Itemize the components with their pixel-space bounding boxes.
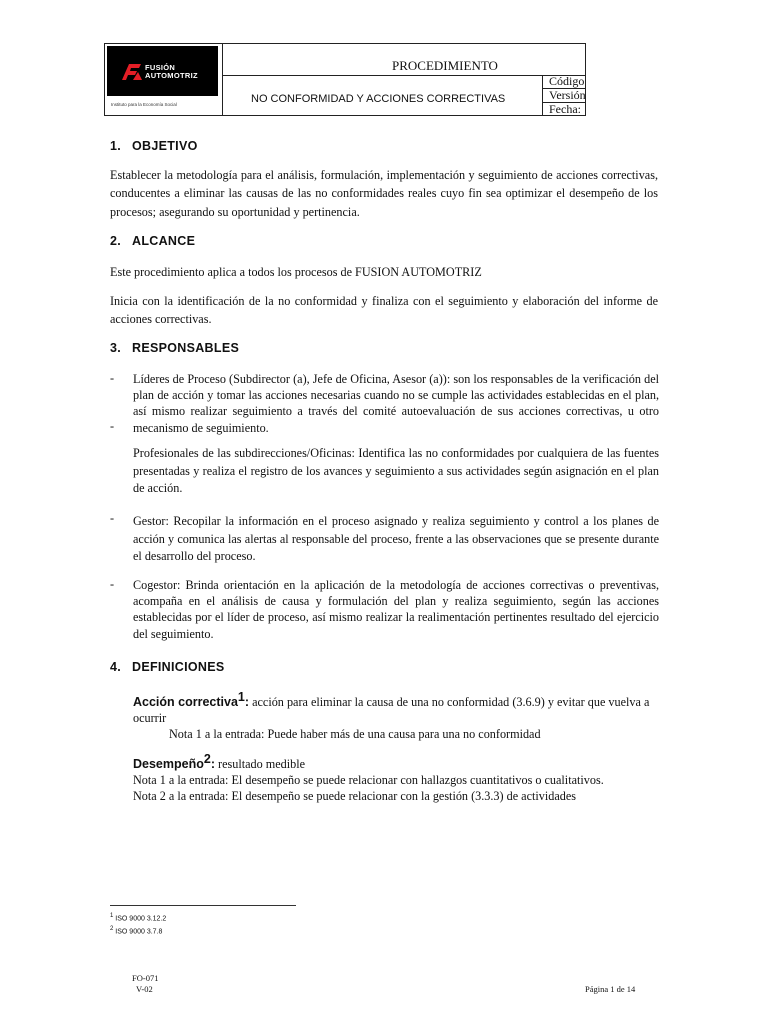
objetivo-text: Establecer la metodología para el análisis, formulación, implementación y seguimiento de acciones correctivas, conducentes a eliminar las causas de las no conformidades reales cuyo fin sea optimizar el desempeño de los procesos; asegurando su oportunidad y pertinencia. [110, 168, 658, 219]
footnote-ref: 1 [237, 690, 245, 704]
field-version: Versión [542, 89, 585, 103]
definition-accion-correctiva [133, 689, 681, 742]
section-number: 1. [110, 139, 122, 153]
definition-body: resultado medible [218, 757, 306, 772]
bullet-dash: - [110, 419, 115, 433]
section-heading-responsables [110, 341, 239, 355]
section-number: 2. [110, 234, 122, 248]
company-logo [105, 44, 223, 115]
footnote-separator [110, 905, 296, 906]
responsable-item: Líderes de Proceso (Subdirector (a), Jefe de Oficina, Asesor (a)): son los responsables de la verificación del plan de acción y tomar las acciones necesarias cuando no se cumple las actividades establecidas en el plan, así mismo realizar seguimiento a través del comité autoevaluación de sus acciones correctivas, u otro mecanismo de seguimiento. [133, 372, 659, 435]
section-heading-definiciones [110, 660, 225, 674]
section-number: 3. [110, 341, 122, 355]
responsable-item: Cogestor: Brinda orientación en la aplicación de la metodología de acciones correctivas o preventivas, acompaña en el análisis de causa y formulación del plan y realiza seguimiento, según las acciones establecidas por el líder de proceso, así mismo realizar la realimentación pertinentes resultado del ejercicio del seguimiento. [133, 578, 659, 641]
definition-note: Nota 1 a la entrada: El desempeño se puede relacionar con hallazgos cuantitativos o cualitativos. [133, 773, 604, 788]
definition-desempeno [133, 751, 671, 804]
alcance-text-1: Este procedimiento aplica a todos los procesos de FUSION AUTOMOTRIZ [110, 265, 482, 279]
term-colon: : [210, 757, 215, 772]
field-date: Fecha: [549, 102, 581, 116]
term-colon: : [244, 695, 250, 710]
footnote-text: ISO 9000 3.7.8 [115, 928, 163, 936]
bullet-dash: - [110, 577, 115, 591]
responsable-item: Profesionales de las subdirecciones/Oficinas: Identifica las no conformidades por cualquiera de las fuentes presentadas y realiza el registro de los avances y seguimiento a sus actividades según asignación en el plan de acción. [133, 446, 659, 496]
field-code: Código [542, 75, 585, 89]
footnote-mark: 2 [110, 926, 114, 932]
document-header-table [104, 43, 586, 116]
definition-term: Desempeño [133, 757, 204, 772]
logo-name-line2: AUTOMOTRIZ [145, 71, 198, 80]
section-title: DEFINICIONES [132, 660, 225, 674]
footnote [110, 926, 162, 935]
definition-note: Nota 2 a la entrada: El desempeño se puede relacionar con la gestión (3.3.3) de actividades [133, 789, 576, 804]
footer-form-code: FO-071 [132, 973, 159, 983]
section-heading-alcance [110, 234, 195, 248]
definition-term: Acción correctiva [133, 695, 238, 710]
logo-background [107, 46, 218, 96]
section-heading-objetivo [110, 139, 198, 153]
logo-name-line1: FUSIÓN [145, 63, 176, 72]
section-title: OBJETIVO [132, 139, 198, 153]
definition-note: Nota 1 a la entrada: Puede haber más de una causa para una no conformidad [169, 727, 541, 742]
responsable-item: Gestor: Recopilar la información en el proceso asignado y realiza seguimiento y control a los planes de acción y comunica las alertas al responsable del proceso, frente a las observaciones que se presente durante el desarrollo del proceso. [133, 514, 659, 564]
footnote-ref: 2 [203, 752, 211, 766]
footer-form-version: V-02 [136, 984, 153, 994]
section-number: 4. [110, 660, 122, 674]
header-fields [542, 75, 585, 115]
section-title: RESPONSABLES [132, 341, 240, 355]
bullet-dash: - [110, 371, 115, 385]
fa-logo-icon [121, 60, 143, 82]
footnote-mark: 1 [110, 913, 114, 919]
section-title: ALCANCE [132, 234, 196, 248]
document-type-title: PROCEDIMIENTO [392, 58, 498, 73]
footnote [110, 913, 166, 922]
definition-body: acción para eliminar la causa de una no conformidad (3.6.9) y evitar que vuelva a ocurrir [133, 695, 650, 726]
footer-page-number: Página 1 de 14 [585, 984, 636, 994]
footnote-text: ISO 9000 3.12.2 [115, 915, 167, 923]
logo-tagline: Instituto para la Economía Social [111, 102, 177, 107]
document-subtitle: NO CONFORMIDAD Y ACCIONES CORRECTIVAS [251, 93, 506, 105]
header-title-cell [222, 44, 585, 76]
header-subtitle-cell [222, 75, 543, 115]
bullet-dash: - [110, 511, 115, 525]
alcance-text-2: Inicia con la identificación de la no conformidad y finaliza con el seguimiento y elaboración del informe de acciones correctivas. [110, 294, 658, 327]
